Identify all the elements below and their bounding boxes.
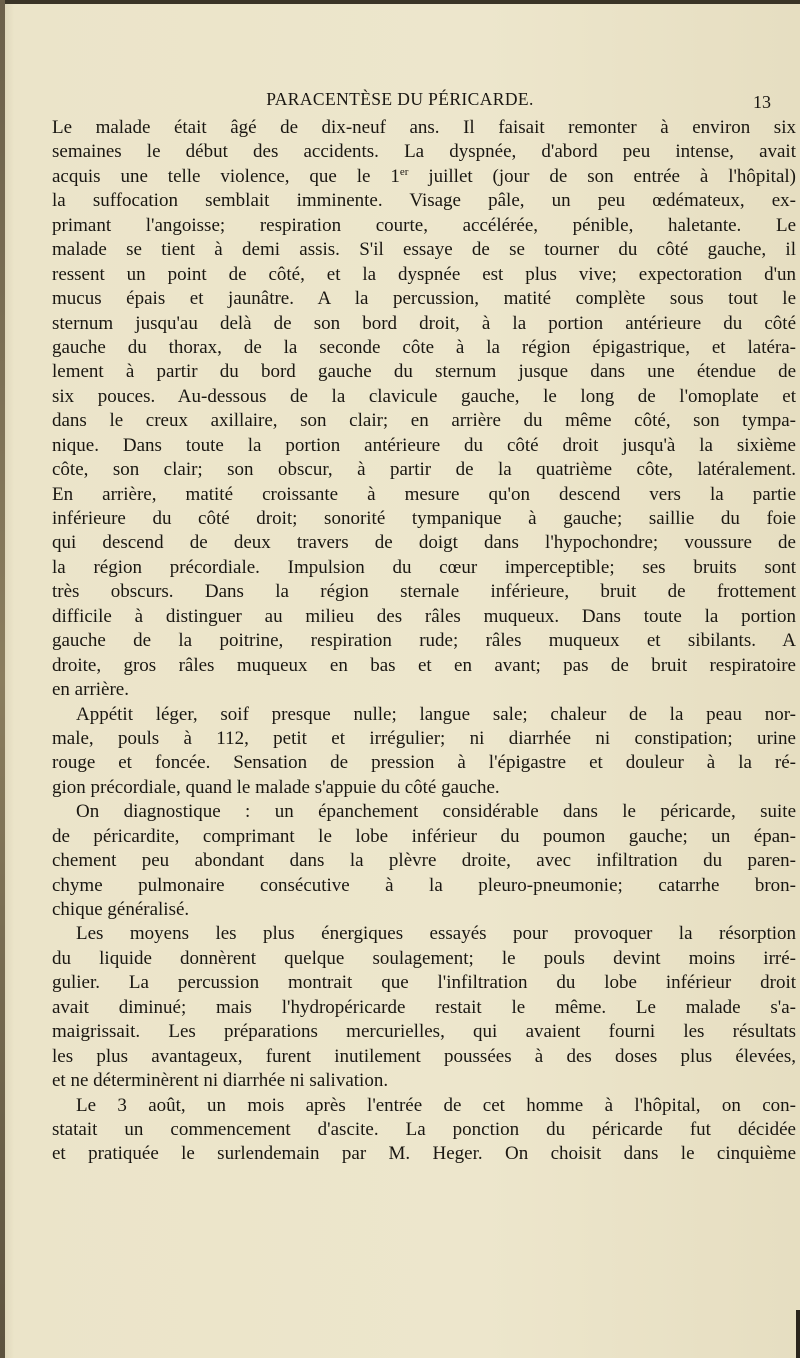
text-line: On diagnostique : un épanchement considérable dans le péricarde, suite	[76, 801, 796, 823]
text-line: Appétit léger, soif presque nulle; langue sale; chaleur de la peau nor-	[76, 703, 796, 725]
text-line: six pouces. Au-dessous de la clavicule gauche, le long de l'omoplate et	[52, 385, 796, 407]
text-line: avait diminué; mais l'hydropéricarde restait le même. Le malade s'a-	[52, 996, 796, 1018]
text-line: acquis une telle violence, que le 1er juillet (jour de son entrée à l'hôpital)	[52, 165, 796, 187]
text-line: très obscurs. Dans la région sternale inférieure, bruit de frottement	[52, 581, 796, 603]
text-line: sternum jusqu'au delà de son bord droit, à la portion antérieure du côté	[52, 312, 796, 334]
text-line: du liquide donnèrent quelque soulagement; le pouls devint moins irré-	[52, 947, 796, 969]
text-line: inférieure du côté droit; sonorité tympanique à gauche; saillie du foie	[52, 508, 796, 529]
text-line: maigrissait. Les préparations mercurielles, qui avaient fourni les résultats	[52, 1021, 796, 1043]
text-line: male, pouls à 112, petit et irrégulier; ni diarrhée ni constipation; urine	[52, 727, 796, 749]
text-line: Le 3 août, un mois après l'entrée de cet homme à l'hôpital, on con-	[76, 1094, 796, 1116]
text-line: dans le creux axillaire, son clair; en arrière du même côté, son tympa-	[52, 410, 796, 432]
text-line: chique généralisé.	[52, 899, 190, 920]
text-line: malade se tient à demi assis. S'il essaye de se tourner du côté gauche, il	[52, 239, 796, 261]
text-line: la suffocation semblait imminente. Visage pâle, un peu œdémateux, ex-	[52, 190, 796, 212]
text-line: mucus épais et jaunâtre. A la percussion, matité complète sous tout le	[52, 288, 796, 310]
text-line: difficile à distinguer au milieu des râles muqueux. Dans toute la portion	[52, 605, 796, 627]
text-line: en arrière.	[52, 679, 129, 701]
text-line: Le malade était âgé de dix-neuf ans. Il faisait remonter à environ six	[52, 117, 796, 138]
text-line: droite, gros râles muqueux en bas et en avant; pas de bruit respiratoire	[52, 654, 796, 676]
text-line: qui descend de deux travers de doigt dans l'hypochondre; voussure de	[52, 532, 796, 554]
text-line: gauche de la poitrine, respiration rude; râles muqueux et sibilants. A	[52, 630, 796, 652]
edge-mark	[796, 1310, 800, 1358]
text-line: gauche du thorax, de la seconde côte à la région épigastrique, et latéra-	[52, 336, 796, 358]
text-line: nique. Dans toute la portion antérieure du côté droit jusqu'à la sixième	[52, 434, 796, 456]
text-line: la région précordiale. Impulsion du cœur imperceptible; ses bruits sont	[52, 556, 796, 578]
body-text	[52, 116, 796, 1167]
text-line: En arrière, matité croissante à mesure qu'on descend vers la partie	[52, 483, 796, 505]
text-line: et ne déterminèrent ni diarrhée ni salivation.	[52, 1070, 389, 1092]
top-border	[0, 0, 800, 4]
text-line: chement peu abondant dans la plèvre droite, avec infiltration du paren-	[52, 850, 796, 872]
page-header	[0, 88, 800, 112]
text-line: semaines le début des accidents. La dyspnée, d'abord peu intense, avait	[52, 141, 796, 163]
text-line: primant l'angoisse; respiration courte, accélérée, pénible, haletante. Le	[52, 214, 796, 236]
text-line: rouge et foncée. Sensation de pression à l'épigastre et douleur à la ré-	[52, 752, 796, 774]
running-title: PARACENTÈSE DU PÉRICARDE.	[266, 89, 534, 109]
page-number: 13	[753, 92, 771, 112]
text-line: côte, son clair; son obscur, à partir de la quatrième côte, latéralement.	[52, 459, 796, 481]
text-line: les plus avantageux, furent inutilement poussées à des doses plus élevées,	[52, 1045, 796, 1067]
text-line: gulier. La percussion montrait que l'infiltration du lobe inférieur droit	[52, 972, 796, 994]
text-line: ressent un point de côté, et la dyspnée est plus vive; expectoration d'un	[52, 263, 796, 285]
text-line: et pratiquée le surlendemain par M. Heger. On choisit dans le cinquième	[52, 1143, 796, 1165]
text-line: de péricardite, comprimant le lobe inférieur du poumon gauche; un épan-	[52, 825, 796, 847]
text-line: chyme pulmonaire consécutive à la pleuro-pneumonie; catarrhe bron-	[52, 874, 796, 896]
text-line: Les moyens les plus énergiques essayés pour provoquer la résorption	[76, 923, 796, 945]
text-line: statait un commencement d'ascite. La ponction du péricarde fut décidée	[52, 1118, 796, 1140]
binding-edge	[0, 0, 5, 1358]
text-line: gion précordiale, quand le malade s'appuie du côté gauche.	[52, 776, 500, 798]
text-line: lement à partir du bord gauche du sternum jusque dans une étendue de	[52, 361, 796, 383]
